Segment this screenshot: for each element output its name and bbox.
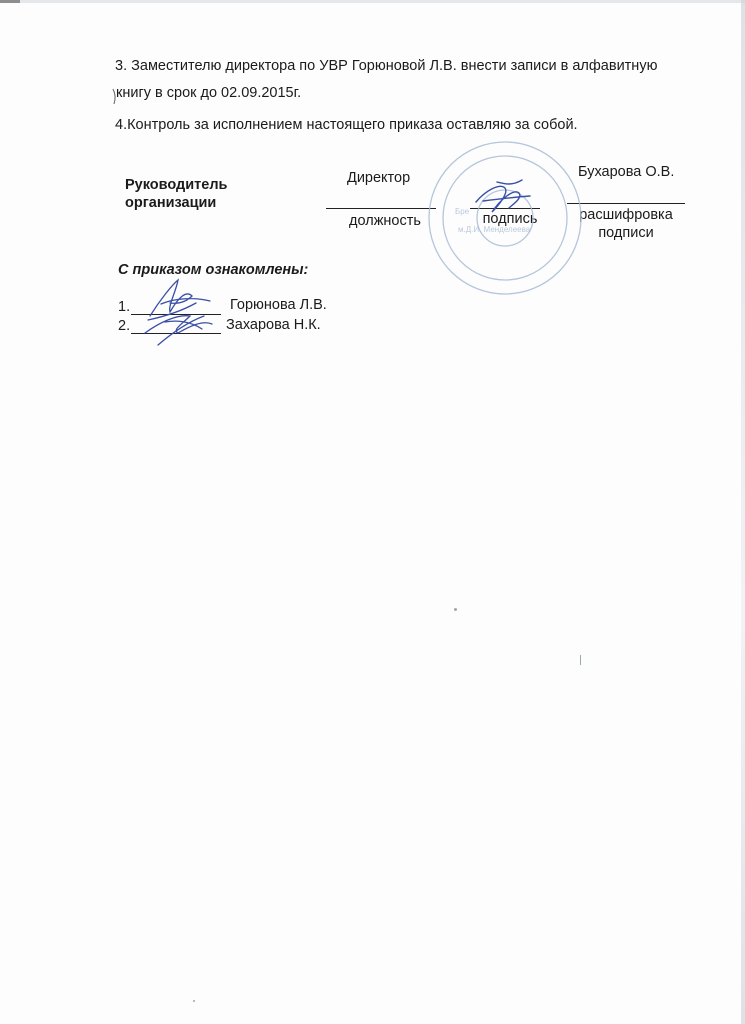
caption-name-line-1: расшифровка <box>579 207 673 223</box>
caption-signature: подпись <box>482 211 538 227</box>
ack-entry-1-number: 1. <box>118 299 131 315</box>
stamp-text-1: Бре <box>455 207 470 216</box>
ack-entry-1-name: Горюнова Л.В. <box>230 297 327 313</box>
signatory-label-line-1: Руководитель <box>125 177 228 193</box>
stamp-text-2: м.Д.И. Менделеева <box>458 225 531 234</box>
acknowledged-heading: С приказом ознакомлены: <box>118 262 309 278</box>
paragraph-3-line-2: книгу в срок до 02.09.2015г. <box>116 85 302 101</box>
paragraph-3-line-1: 3. Заместителю директора по УВР Горюновой Л.В. внести записи в алфавитную <box>115 58 658 74</box>
ack-entry-2-name: Захарова Н.К. <box>226 317 321 333</box>
caption-name-line-2: подписи <box>598 225 654 241</box>
scan-speck <box>580 655 581 665</box>
caption-position: должность <box>349 213 421 229</box>
signatory-label-line-2: организации <box>125 195 217 211</box>
ack-entry-2-number: 2. <box>118 318 131 334</box>
scan-speck <box>193 1000 195 1002</box>
position-value: Директор <box>347 170 411 186</box>
scan-speck <box>454 608 457 611</box>
paragraph-4: 4.Контроль за исполнением настоящего приказа оставляю за собой. <box>115 117 578 133</box>
name-value: Бухарова О.В. <box>578 164 675 180</box>
